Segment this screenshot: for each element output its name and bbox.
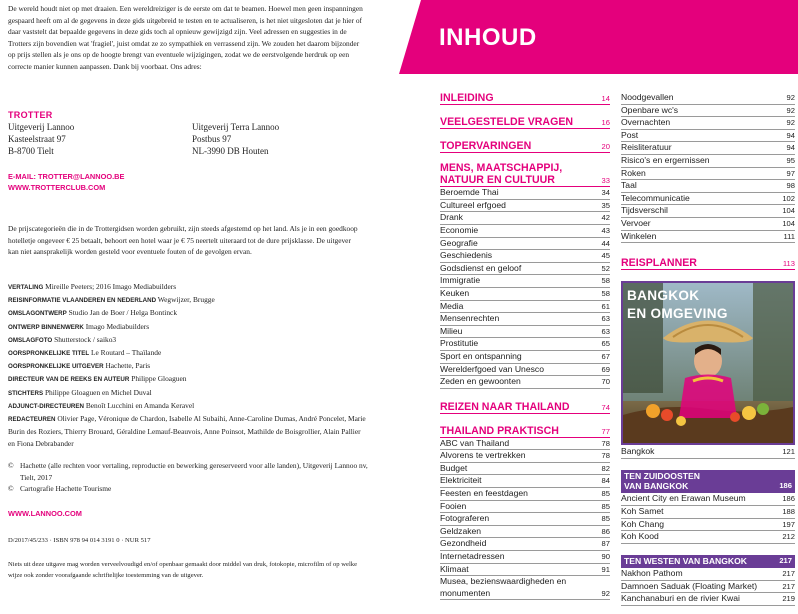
toc-item[interactable]: [440, 551, 610, 564]
toc-item[interactable]: [440, 364, 610, 377]
toc-section-title: VEELGESTELDE VRAGEN: [440, 116, 574, 128]
toc-column-left: [440, 92, 610, 600]
toc-page-number: 121: [782, 447, 795, 456]
credit-value: Le Routard – Thaïlande: [91, 348, 162, 358]
toc-section-title: INLEIDING: [440, 92, 494, 104]
toc-section-topervaringen[interactable]: [440, 140, 610, 153]
toc-page-number: 197: [782, 519, 795, 529]
website-link[interactable]: WWW.TROTTERCLUB.COM: [8, 183, 106, 192]
toc-page-number: 111: [783, 231, 795, 241]
toc-item-label: Nakhon Pathom: [621, 568, 683, 579]
rights-notice: Niets uit deze uitgave mag worden verveelvoudigd en/of openbaar gemaakt door middel van druk, fotokopie, microfilm of op welke wijze ook zonder voorafgaande schriftelijke toestemming van de uitgever.: [8, 561, 357, 580]
toc-item-label: Godsdienst en geloof: [440, 262, 522, 273]
toc-item[interactable]: [440, 564, 610, 577]
toc-page-number: 90: [601, 552, 610, 562]
toc-item[interactable]: [440, 351, 610, 364]
toc-page-number: 85: [601, 514, 610, 524]
toc-item[interactable]: [621, 168, 795, 181]
toc-item-label: Winkelen: [621, 230, 657, 241]
toc-section-title: TOPERVARINGEN: [440, 140, 532, 152]
toc-item-label: monumenten: [440, 587, 491, 598]
toc-page-number: 16: [601, 118, 610, 127]
toc-page-number: 102: [782, 193, 795, 203]
credit-key: REISINFORMATIE VLAANDEREN EN NEDERLAND: [8, 297, 157, 305]
toc-page-number: 42: [601, 213, 610, 223]
toc-page-number: 94: [786, 143, 795, 153]
toc-page-number: 92: [786, 93, 795, 102]
credit-value: Wegwijzer, Brugge: [157, 295, 215, 305]
region-title-line: EN OMGEVING: [627, 306, 728, 321]
bangkok-region-title[interactable]: [627, 287, 728, 323]
toc-page-number: 95: [786, 155, 795, 165]
toc-page-number: 212: [782, 532, 795, 542]
toc-page-number: 91: [601, 564, 610, 574]
credit-key: ADJUNCT-DIRECTEUREN: [8, 402, 84, 410]
credit-line: [8, 400, 368, 413]
credit-key: OORSPRONKELIJKE TITEL: [8, 350, 90, 358]
toc-item-label: Zeden en gewoonten: [440, 376, 521, 387]
toc-item-label: Bangkok: [621, 446, 655, 456]
toc-page-number: 14: [601, 94, 610, 103]
toc-subregion-title: TEN WESTEN VAN BANGKOK: [624, 555, 748, 566]
toc-page-number: 85: [601, 501, 610, 511]
toc-subregion-title: [624, 471, 700, 492]
toc-section-veelgestelde-vragen[interactable]: [440, 116, 610, 129]
address-line: Postbus 97: [192, 134, 232, 144]
toc-item[interactable]: [440, 225, 610, 238]
toc-item[interactable]: [621, 446, 795, 459]
credit-value: Mireille Peeters; 2016 Imago Mediabuilders: [45, 282, 177, 291]
credit-line: [8, 307, 368, 320]
toc-item-label: Vervoer: [621, 217, 651, 228]
address-line: NL-3990 DB Houten: [192, 146, 269, 156]
toc-item-label: Internetadressen: [440, 551, 505, 562]
copyright-text: Hachette (alle rechten voor vertaling, reproductie en bewerking gereserveerd voor alle landen), Uitgeverij Lannoo nv, Tielt, 2017: [20, 461, 368, 482]
toc-page-number: 84: [601, 476, 610, 486]
address-line: Kasteelstraat 97: [8, 134, 66, 144]
credit-key: DIRECTEUR VAN DE REEKS EN AUTEUR: [8, 376, 130, 384]
toc-item[interactable]: [440, 301, 610, 314]
address-line: Uitgeverij Lannoo: [8, 122, 75, 132]
toc-item-label: Geldzaken: [440, 525, 482, 536]
toc-page-number: 85: [601, 489, 610, 499]
toc-page-number: 92: [601, 588, 610, 598]
toc-item[interactable]: [621, 519, 795, 532]
toc-item[interactable]: [440, 538, 610, 551]
copyright-symbol: ©: [8, 461, 14, 470]
toc-item[interactable]: [440, 238, 610, 251]
toc-item[interactable]: [440, 187, 610, 200]
toc-page-number: 61: [601, 301, 610, 311]
toc-item-label: Immigratie: [440, 275, 481, 286]
credit-value: Philippe Gloaguen: [131, 374, 187, 384]
toc-item[interactable]: [440, 526, 610, 539]
toc-item[interactable]: [440, 501, 610, 514]
toc-item[interactable]: [440, 488, 610, 501]
toc-item[interactable]: [440, 250, 610, 263]
toc-item[interactable]: [621, 193, 795, 206]
toc-item-label: Cultureel erfgoed: [440, 199, 506, 210]
toc-item-label: Feesten en feestdagen: [440, 488, 528, 499]
credit-value: Olivier Page, Véronique de Chardon, Isabelle Al Subaihi, Anne-Caroline Dumas, André Poncelet, Marie Burin des Roziers, Thierry Brouard, Géraldine Lemauf-Beauvois, Anne Poinsot, Mathilde de Boisgrollier, Alain Pallier en Fiona Debrabander: [8, 414, 366, 449]
toc-page-number: 45: [601, 251, 610, 261]
toc-subregion-west[interactable]: [621, 555, 795, 568]
toc-item[interactable]: [621, 531, 795, 544]
toc-item-label: Sport en ontspanning: [440, 350, 522, 361]
toc-page-number: 219: [782, 594, 795, 604]
toc-item[interactable]: [621, 493, 795, 506]
credit-line: [8, 413, 368, 451]
toc-item-label: Geschiedenis: [440, 250, 493, 261]
toc-item-label: Overnachten: [621, 117, 671, 128]
toc-item-label: Economie: [440, 224, 479, 235]
toc-item-label: Reisliteratuur: [621, 142, 672, 153]
toc-item-line2: [440, 588, 610, 600]
toc-page-number: 44: [601, 238, 610, 248]
toc-page-number: 97: [786, 168, 795, 178]
credit-line: [8, 334, 368, 347]
toc-item[interactable]: [440, 313, 610, 326]
toc-page-number: 86: [601, 526, 610, 536]
toc-item-label: Kanchanaburi en de rivier Kwai: [621, 593, 740, 604]
bangkok-region-box: [621, 281, 795, 445]
toc-section-praktisch[interactable]: [440, 425, 610, 438]
toc-item-label: Roken: [621, 167, 646, 178]
credit-value: Shutterstock / saiko3: [54, 334, 117, 344]
toc-page-number: 98: [786, 181, 795, 191]
toc-item[interactable]: [440, 450, 610, 463]
toc-page-number: 186: [782, 494, 795, 504]
credit-line: [8, 387, 368, 400]
toc-item-label: Risico's en ergernissen: [621, 154, 710, 165]
credit-key: REDACTEUREN: [8, 416, 56, 424]
credit-value: Philippe Gloaguen en Michel Duval: [44, 387, 152, 397]
toc-item[interactable]: [621, 92, 795, 105]
toc-page-number: 92: [786, 118, 795, 128]
toc-items-mens: [440, 187, 610, 389]
toc-page-number: 63: [601, 326, 610, 336]
toc-item[interactable]: [440, 275, 610, 288]
toc-item-label: Keuken: [440, 287, 470, 298]
toc-page-number: 65: [601, 339, 610, 349]
toc-item-label: Openbare wc's: [621, 104, 679, 115]
toc-item[interactable]: [621, 231, 795, 244]
toc-item[interactable]: [440, 200, 610, 213]
address-line: B-8700 Tielt: [8, 146, 54, 156]
toc-item-label: Fooien: [440, 500, 467, 511]
toc-page-number: 188: [782, 507, 795, 516]
toc-page-number: 43: [601, 225, 610, 235]
toc-items-praktisch: [440, 438, 610, 601]
copyright-block: [8, 460, 368, 495]
toc-page-number: 20: [601, 142, 610, 151]
toc-item[interactable]: [621, 142, 795, 155]
toc-section-title: REIZEN NAAR THAILAND: [440, 400, 570, 413]
credit-line: [8, 281, 368, 294]
toc-item-label: Beroemde Thai: [440, 187, 499, 198]
toc-page-number: 78: [601, 451, 610, 461]
contact-block: [8, 171, 124, 193]
trotter-heading: TROTTER: [8, 110, 53, 120]
toc-item-label: Prostitutie: [440, 338, 479, 349]
toc-page-number: 34: [601, 188, 610, 198]
toc-item-label: Alvorens te vertrekken: [440, 450, 526, 461]
toc-item-label: ABC van Thailand: [440, 437, 510, 448]
credit-key: OMSLAGFOTO: [8, 336, 53, 344]
toc-item-label: Post: [621, 129, 639, 140]
credit-value: Benoît Lucchini en Amanda Keravel: [85, 400, 195, 410]
region-title-line: BANGKOK: [627, 288, 700, 303]
credit-line: [8, 373, 368, 386]
toc-subregion-southeast[interactable]: [621, 470, 795, 494]
copyright-symbol: ©: [8, 484, 14, 494]
colophon-credits: [8, 281, 368, 451]
toc-item-label: Musea, bezienswaardigheden en: [440, 576, 567, 587]
toc-item[interactable]: [440, 288, 610, 301]
credit-value: Hachette, Paris: [105, 361, 151, 371]
address-netherlands: [192, 121, 279, 157]
toc-item-label: Gezondheid: [440, 538, 487, 549]
copyright-line: [8, 460, 368, 483]
toc-item[interactable]: [440, 438, 610, 451]
price-category-note: De prijscategorieën die in de Trottergidsen worden gebruikt, zijn steeds afgestemd op het land. Als je in een goedkoop hotelletje ongeveer € 25 betaalt, behoort een hotel waar je € 75 neertelt uiteraard tot de dure prijsklasse. De uitgever kan niet aansprakelijk worden gesteld voor eventuele fouten of de gevolgen ervan.: [8, 224, 358, 257]
toc-item[interactable]: [440, 576, 610, 600]
toc-section-title: NATUUR EN CULTUUR: [440, 173, 555, 186]
credit-value: Studio Jan de Boer / Helga Bontinck: [68, 308, 178, 318]
toc-item-label: Werelderfgoed van Unesco: [440, 363, 544, 374]
credit-line: [8, 347, 368, 360]
contents-banner: [399, 0, 798, 74]
toc-item[interactable]: [440, 263, 610, 276]
toc-item[interactable]: [621, 205, 795, 218]
credit-value: Imago Mediabuilders: [85, 321, 150, 331]
toc-item-label: Elektriciteit: [440, 475, 482, 486]
email-link[interactable]: E-MAIL: TROTTER@LANNOO.BE: [8, 172, 125, 181]
toc-page-number: 63: [601, 314, 610, 324]
toc-item[interactable]: [440, 338, 610, 351]
address-belgium: [8, 121, 74, 157]
toc-item[interactable]: [440, 376, 610, 389]
toc-page-number: 78: [601, 438, 610, 448]
toc-page-number: 217: [782, 569, 795, 579]
toc-item-label: Noodgevallen: [621, 92, 674, 102]
credit-line: [8, 321, 368, 334]
intro-paragraph: De wereld houdt niet op met draaien. Een wereldreiziger is de eerste om dat te beamen. Hoewel men geen inspanningen gespaard heeft om al de gegevens in deze gids uitgebreid te testen en te actualiseren, is het niet uitgesloten dat je hier of daar vaststelt dat bepaalde gegevens in deze gids toch al opnieuw gewijzigd zijn. Veel adressen en suggesties in de Trotters zijn bovendien wat 'fragiel', juist omdat ze zo sympathiek en verrassend zijn. We zouden het daarom bijzonder op prijs stellen als je ons op de hoogte brengt van eventuele wijzigingen, zodat we de eerstvolgende herdruk op een correcte manier kunnen aanpassen. Dank bij voorbaat. Ons adres:: [8, 4, 363, 71]
credit-key: STICHTERS: [8, 389, 44, 397]
contents-title: INHOUD: [439, 24, 537, 51]
toc-item[interactable]: [621, 155, 795, 168]
toc-item[interactable]: [440, 463, 610, 476]
toc-page-number: 113: [782, 259, 795, 269]
toc-page-number: 69: [601, 364, 610, 374]
toc-page-number: 58: [601, 288, 610, 298]
toc-page-number: 104: [782, 218, 795, 228]
toc-item-label: Milieu: [440, 325, 463, 336]
lannoo-website-link[interactable]: WWW.LANNOO.COM: [8, 509, 82, 518]
toc-item-label: Drank: [440, 212, 463, 223]
address-line: Uitgeverij Terra Lannoo: [192, 122, 280, 132]
credit-key: OORSPRONKELIJKE UITGEVER: [8, 363, 104, 371]
toc-item-label: Damnoen Saduak (Floating Market): [621, 580, 758, 591]
toc-item[interactable]: [621, 130, 795, 143]
toc-item[interactable]: [621, 581, 795, 594]
toc-section-title: REISPLANNER: [621, 257, 697, 270]
toc-page-number: 87: [601, 539, 610, 549]
toc-page-number: 58: [601, 276, 610, 286]
toc-item-label: Fotograferen: [440, 513, 490, 524]
right-page: [399, 0, 798, 614]
toc-column-right-lower: [621, 446, 795, 606]
toc-page-number: 92: [786, 105, 795, 115]
toc-page-number: 186: [779, 481, 792, 490]
toc-column-right: [621, 92, 795, 270]
toc-item[interactable]: [621, 117, 795, 130]
subregion-title-line: TEN ZUIDOOSTEN: [624, 470, 700, 481]
toc-page-number: 70: [601, 377, 610, 387]
toc-page-number: 217: [782, 581, 795, 591]
toc-section-reizen[interactable]: [440, 401, 610, 414]
toc-item-label: Tijdsverschil: [621, 205, 668, 216]
toc-item[interactable]: [621, 506, 795, 519]
credit-key: OMSLAGONTWERP: [8, 310, 67, 318]
toc-section-reisplanner[interactable]: [621, 257, 795, 270]
toc-page-number: 67: [601, 351, 610, 361]
toc-page-number: 52: [601, 263, 610, 273]
toc-page-number: 77: [601, 426, 610, 436]
toc-item-label: Koh Chang: [621, 518, 665, 529]
credit-line: [8, 360, 368, 373]
toc-page-number: 74: [601, 402, 610, 412]
toc-item[interactable]: [621, 105, 795, 118]
toc-section-inleiding[interactable]: [440, 92, 610, 105]
toc-section-title: THAILAND PRAKTISCH: [440, 424, 559, 437]
toc-page-number: 33: [601, 175, 610, 185]
toc-item-label: Mensenrechten: [440, 313, 500, 324]
toc-item[interactable]: [621, 568, 795, 581]
toc-item-label: Koh Kood: [621, 531, 659, 542]
toc-item-label: Budget: [440, 462, 468, 473]
toc-section-title: MENS, MAATSCHAPPIJ,: [440, 162, 563, 174]
toc-item[interactable]: [621, 180, 795, 193]
credit-line: [8, 294, 368, 307]
toc-item-label: Geografie: [440, 237, 478, 248]
toc-item[interactable]: [440, 326, 610, 339]
toc-item[interactable]: [440, 513, 610, 526]
toc-item[interactable]: [440, 475, 610, 488]
toc-item-label: Taal: [621, 180, 637, 191]
toc-page-number: 35: [601, 200, 610, 210]
toc-item-label: Telecommunicatie: [621, 192, 690, 203]
toc-section-mens[interactable]: [440, 163, 610, 187]
credit-key: ONTWERP BINNENWERK: [8, 323, 84, 331]
toc-page-number: 104: [782, 206, 795, 216]
toc-section-title-line2: [440, 175, 610, 188]
toc-item[interactable]: [440, 212, 610, 225]
toc-item-label: Ancient City en Erawan Museum: [621, 493, 746, 504]
credit-key: VERTALING: [8, 284, 44, 291]
isbn-line: D/2017/45/233 · ISBN 978 94 014 3191 0 · NUR 517: [8, 537, 151, 544]
toc-item[interactable]: [621, 593, 795, 606]
toc-page-number: 82: [601, 463, 610, 473]
toc-page-number: 217: [779, 555, 792, 565]
toc-item-label: Koh Samet: [621, 506, 664, 516]
copyright-line: [8, 483, 368, 495]
toc-item-label: Klimaat: [440, 563, 469, 574]
banner-slant: [399, 0, 421, 74]
toc-item-label: Media: [440, 300, 464, 311]
copyright-text: Cartografie Hachette Tourisme: [20, 484, 112, 494]
subregion-title-line: VAN BANGKOK: [624, 481, 689, 491]
toc-item[interactable]: [621, 218, 795, 231]
toc-page-number: 94: [786, 130, 795, 140]
